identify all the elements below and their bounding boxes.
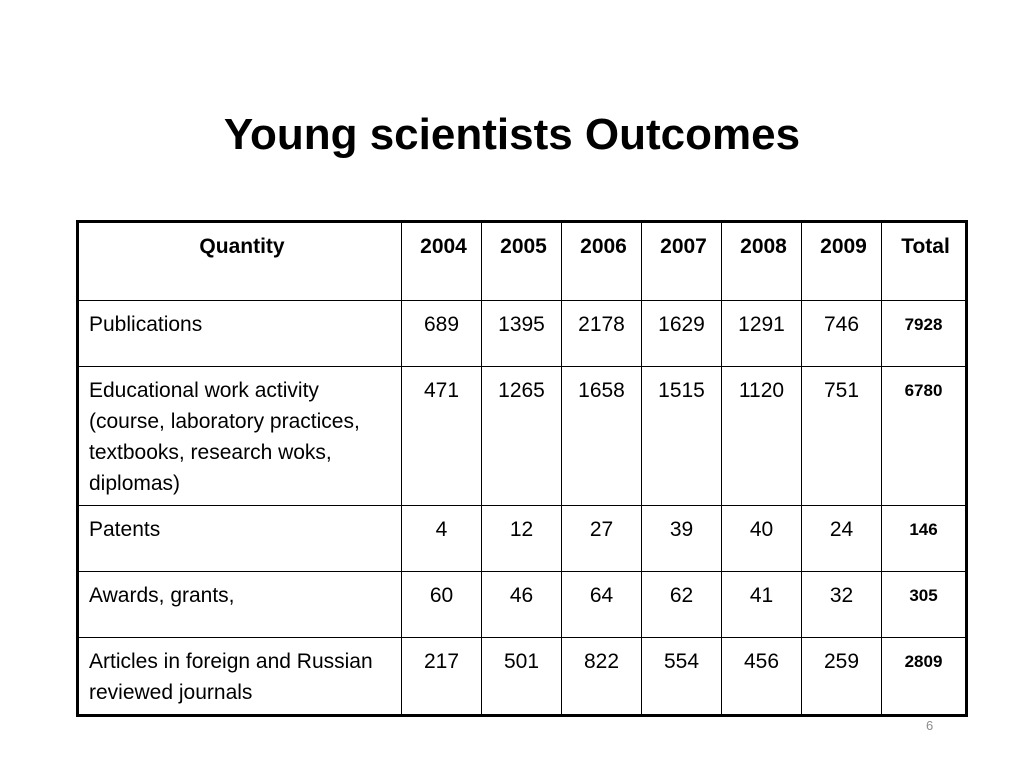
cell-2007: 1629	[642, 301, 722, 367]
cell-2007: 1515	[642, 367, 722, 506]
cell-2004: 217	[402, 638, 482, 716]
header-2008: 2008	[722, 222, 802, 301]
cell-2004: 471	[402, 367, 482, 506]
cell-2009: 746	[802, 301, 882, 367]
cell-2008: 40	[722, 506, 802, 572]
cell-2005: 12	[482, 506, 562, 572]
cell-2004: 689	[402, 301, 482, 367]
cell-total: 146	[882, 506, 967, 572]
cell-2007: 39	[642, 506, 722, 572]
cell-2008: 1291	[722, 301, 802, 367]
row-label: Awards, grants,	[78, 572, 402, 638]
cell-2009: 751	[802, 367, 882, 506]
row-label: Publications	[78, 301, 402, 367]
cell-2005: 1265	[482, 367, 562, 506]
table-row	[78, 301, 967, 367]
header-total: Total	[882, 222, 967, 301]
header-2006: 2006	[562, 222, 642, 301]
header-2009: 2009	[802, 222, 882, 301]
header-2004: 2004	[402, 222, 482, 301]
cell-2007: 62	[642, 572, 722, 638]
header-quantity: Quantity	[78, 222, 402, 301]
cell-total: 305	[882, 572, 967, 638]
cell-2009: 24	[802, 506, 882, 572]
cell-2007: 554	[642, 638, 722, 716]
cell-2006: 64	[562, 572, 642, 638]
cell-2004: 60	[402, 572, 482, 638]
cell-2006: 2178	[562, 301, 642, 367]
cell-2009: 259	[802, 638, 882, 716]
cell-2008: 456	[722, 638, 802, 716]
outcomes-table	[76, 220, 968, 717]
row-label: Patents	[78, 506, 402, 572]
table-header-row	[78, 222, 967, 301]
cell-2009: 32	[802, 572, 882, 638]
cell-2008: 1120	[722, 367, 802, 506]
cell-2005: 501	[482, 638, 562, 716]
row-label: Articles in foreign and Russian reviewed journals	[78, 638, 402, 716]
cell-2004: 4	[402, 506, 482, 572]
header-2005: 2005	[482, 222, 562, 301]
table-row	[78, 638, 967, 716]
cell-total: 6780	[882, 367, 967, 506]
cell-2005: 46	[482, 572, 562, 638]
cell-total: 2809	[882, 638, 967, 716]
page-number: 6	[926, 718, 934, 733]
table-row	[78, 572, 967, 638]
cell-2006: 27	[562, 506, 642, 572]
header-2007: 2007	[642, 222, 722, 301]
cell-total: 7928	[882, 301, 967, 367]
slide-title: Young scientists Outcomes	[223, 110, 801, 159]
table-row	[78, 506, 967, 572]
cell-2005: 1395	[482, 301, 562, 367]
cell-2008: 41	[722, 572, 802, 638]
table-row	[78, 367, 967, 506]
cell-2006: 822	[562, 638, 642, 716]
row-label: Educational work activity (course, laboratory practices, textbooks, research woks, diplomas)	[78, 367, 402, 506]
cell-2006: 1658	[562, 367, 642, 506]
